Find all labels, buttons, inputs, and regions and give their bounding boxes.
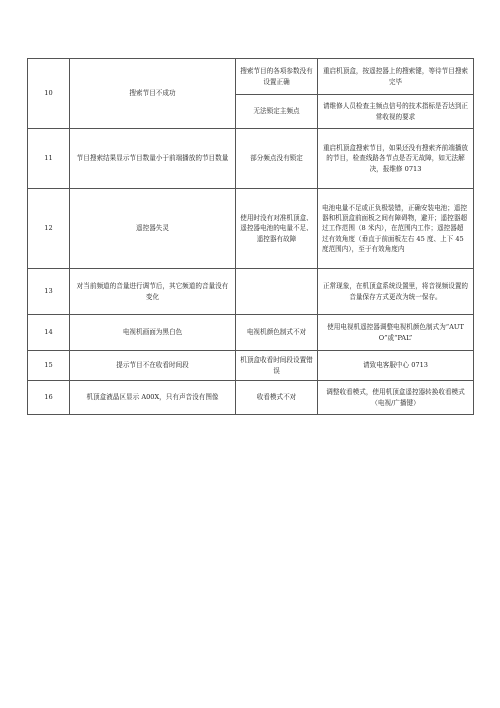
symptom-cell: 搜索节目不成功: [70, 59, 236, 129]
symptom-cell: 遥控器失灵: [70, 189, 236, 269]
table-row: [28, 315, 474, 351]
symptom-cell: 机顶盒液晶区显示 A00X，只有声音没有图像: [70, 381, 236, 415]
fix-cell: 正常现象，在机顶盒系统设置里，将音视频设置的音量保存方式更改为统一保存。: [318, 269, 474, 315]
row-number: 15: [28, 351, 70, 381]
symptom-cell: 节目搜索结果显示节目数量小于前端播放的节目数量: [70, 129, 236, 189]
table-row: [28, 351, 474, 381]
cause-cell: 电视机颜色制式不对: [236, 315, 318, 351]
cause-cell: 使用时没有对准机顶盒、遥控器电池的电量不足、遥控器有故障: [236, 189, 318, 269]
row-number: 14: [28, 315, 70, 351]
row-number: 16: [28, 381, 70, 415]
symptom-cell: 电视机画面为黑白色: [70, 315, 236, 351]
fix-cell: 调整收看模式，使用机顶盒遥控器转换收看模式（电视/广播键）: [318, 381, 474, 415]
fix-cell: 电池电量不足或正负极装错，正确安装电池；遥控器和机顶盒前面板之间有障碍物，避开；遥控器超过工作范围（8 米内），在范围内工作；遥控器超过有效角度（垂直于前面板左右 45 度、上下 45 度范围内），至于有效角度内: [318, 189, 474, 269]
row-number: 10: [28, 59, 70, 129]
table-row: [28, 269, 474, 315]
row-number: 13: [28, 269, 70, 315]
cause-cell: 搜索节目的各项参数没有设置正确: [236, 59, 318, 95]
row-number: 11: [28, 129, 70, 189]
table-row: [28, 189, 474, 269]
fix-cell: 重启机顶盒，按遥控器上的搜索键，等待节目搜索完毕: [318, 59, 474, 95]
troubleshooting-table: [27, 58, 474, 415]
table-row: [28, 129, 474, 189]
fix-cell: 请致电客服中心 0713: [318, 351, 474, 381]
row-number: 12: [28, 189, 70, 269]
symptom-cell: 对当前频道的音量进行调节后，其它频道的音量没有变化: [70, 269, 236, 315]
table-row: [28, 381, 474, 415]
fix-cell: 使用电视机遥控器调整电视机颜色制式为“AUTO”或“PAL”: [318, 315, 474, 351]
cause-cell: [236, 269, 318, 315]
cause-cell: 无法锁定主频点: [236, 95, 318, 129]
fix-cell: 重启机顶盒搜索节目，如果还没有搜索齐前端播放的节目，检查线路各节点是否无故障，如无法解决，报维修 0713: [318, 129, 474, 189]
fix-cell: 请维修人员检查主频点信号的技术指标是否达到正常收视的要求: [318, 95, 474, 129]
symptom-cell: 提示节目不在收看时间段: [70, 351, 236, 381]
cause-cell: 机顶盒收看时间段设置错误: [236, 351, 318, 381]
cause-cell: 部分频点没有锁定: [236, 129, 318, 189]
table-row: [28, 59, 474, 95]
cause-cell: 收看模式不对: [236, 381, 318, 415]
